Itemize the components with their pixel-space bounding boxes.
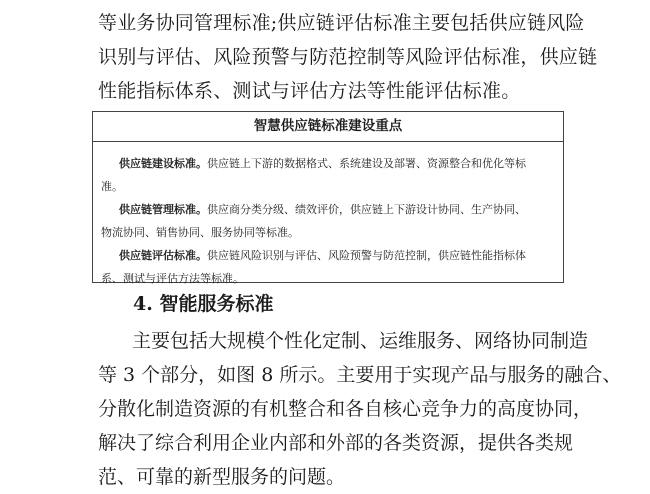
box-item-text: 供应链风险识别与评估、风险预警与防范控制，供应链性能指标体	[207, 249, 526, 262]
box-item-line	[101, 244, 555, 267]
section-heading: 4. 智能服务标准	[133, 293, 274, 315]
section-paragraph	[98, 324, 628, 494]
box-item-text: 供应商分类分级、绩效评价，供应链上下游设计协同、生产协同、	[207, 203, 526, 216]
box-item-evaluation	[101, 244, 555, 290]
text-line: 等业务协同管理标准;供应链评估标准主要包括供应链风险	[98, 12, 585, 34]
text-line: 范、可靠的新型服务的问题。	[98, 466, 346, 488]
box-item-term: 供应链评估标准。	[119, 249, 207, 262]
text-line: 分散化制造资源的有机整合和各自核心竞争力的高度协同，	[98, 398, 593, 420]
text-line: 等 3 个部分，如图 8 所示。主要用于实现产品与服务的融合、	[98, 364, 622, 386]
box-item-line	[101, 198, 555, 221]
box-item-line: 物流协同、销售协同、服务协同等标准。	[101, 226, 299, 239]
box-item-term: 供应链管理标准。	[119, 203, 207, 216]
text-line: 性能指标体系、测试与评估方法等性能评估标准。	[98, 80, 521, 102]
box-item-line	[101, 152, 555, 175]
text-line: 主要包括大规模个性化定制、运维服务、网络协同制造	[132, 330, 589, 352]
box-item-line: 系、测试与评估方法等标准。	[101, 272, 244, 285]
box-item-line: 准。	[101, 180, 123, 193]
box-item-construction	[101, 152, 555, 198]
box-item-term: 供应链建设标准。	[119, 157, 207, 170]
standards-box	[92, 111, 564, 283]
box-item-management	[101, 198, 555, 244]
box-body	[101, 152, 555, 290]
box-title: 智慧供应链标准建设重点	[93, 112, 563, 142]
top-paragraph	[98, 6, 618, 108]
box-item-text: 供应链上下游的数据格式、系统建设及部署、资源整合和优化等标	[207, 157, 526, 170]
text-line: 解决了综合利用企业内部和外部的各类资源，提供各类规	[98, 432, 574, 454]
text-line: 识别与评估、风险预警与防范控制等风险评估标准，供应链	[98, 46, 598, 68]
